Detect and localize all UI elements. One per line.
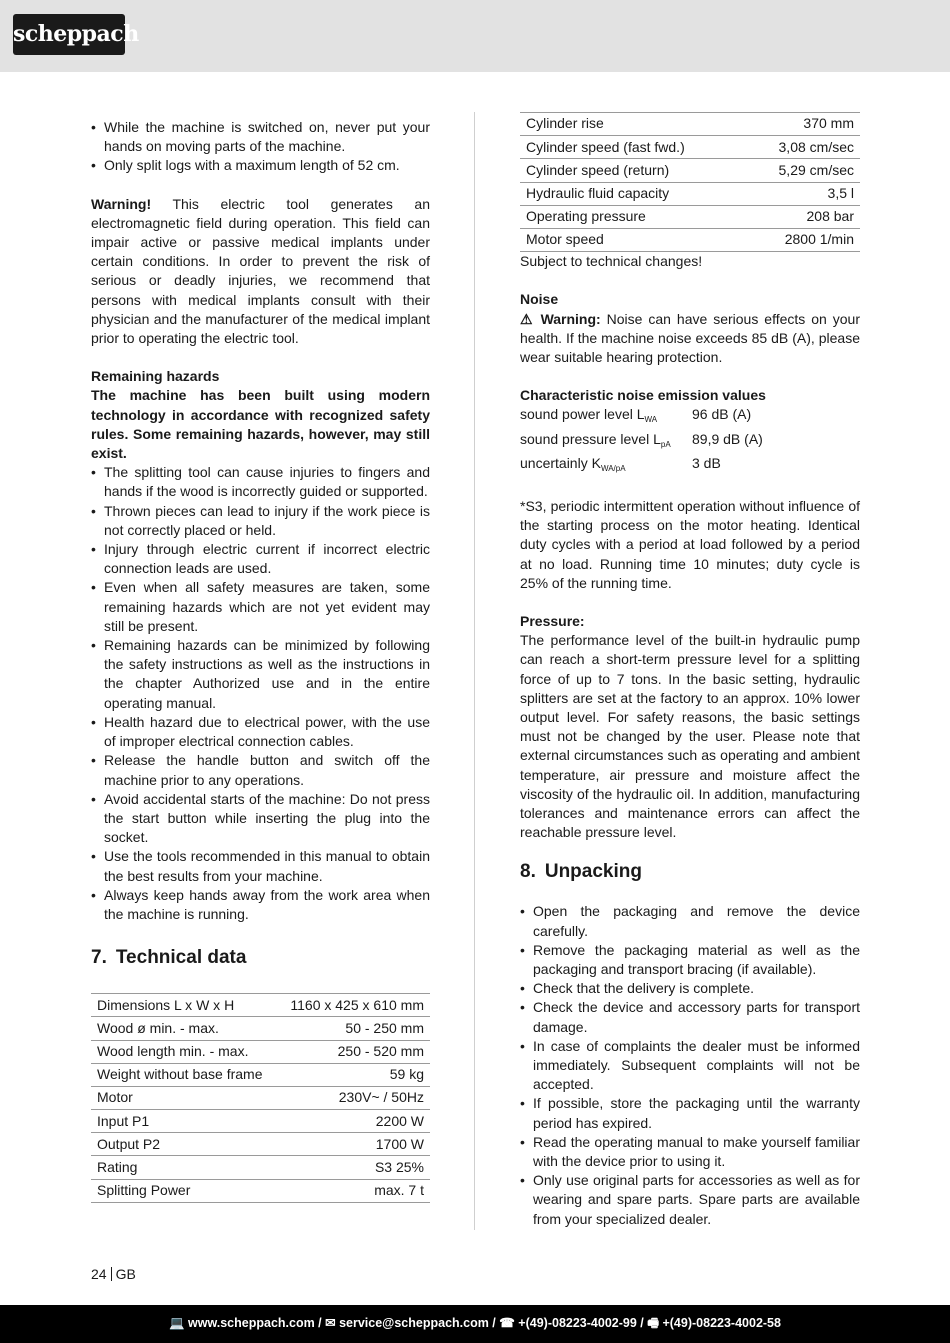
subject-to-changes-note: Subject to technical changes! [520, 253, 703, 270]
list-item: • Only use original parts for accessories as well as for wearing and spare parts. Spare parts are available from your specialized dealer. [520, 1171, 860, 1229]
list-item: • Avoid accidental starts of the machine: Do not press the start button while inserting the plug into the socket. [91, 790, 430, 848]
s3-note: *S3, periodic intermittent operation without influence of the starting process on the motor heating. Identical duty cycles with a period at load followed by a period at no load. Running time 10 minutes; duty cycle is 25% of the running time. [520, 497, 860, 591]
table-row: Weight without base frame 59 kg [91, 1063, 430, 1086]
pressure-title: Pressure: [520, 612, 585, 629]
table-row: Dimensions L x W x H 1160 x 425 x 610 mm [91, 994, 430, 1017]
list-item: • Remaining hazards can be minimized by following the safety instructions as well as the instructions in the chapter Authorized use and in the entire operating manual. [91, 636, 430, 713]
list-item: • Read the operating manual to make yourself familiar with the device prior to using it. [520, 1133, 860, 1171]
list-item: • In case of complaints the dealer must be informed immediately. Subsequent complaints will not be accepted. [520, 1037, 860, 1095]
table-row: Wood length min. - max. 250 - 520 mm [91, 1040, 430, 1063]
noise-title: Noise [520, 291, 559, 308]
list-item: • Only split logs with a maximum length of 52 cm. [91, 156, 430, 175]
left-column [91, 118, 430, 1203]
list-item: • If possible, store the packaging until the warranty period has expired. [520, 1094, 860, 1132]
table-row: Motor speed 2800 1/min [520, 228, 860, 251]
remaining-hazards-list [91, 463, 430, 924]
table-row: Splitting Power max. 7 t [91, 1179, 430, 1202]
header-bar [0, 0, 950, 72]
remaining-hazards-title: Remaining hazards [91, 368, 220, 385]
emf-warning-paragraph [91, 195, 430, 349]
scheppach-logo: scheppach [13, 14, 125, 55]
list-item: • Open the packaging and remove the device carefully. [520, 902, 860, 940]
footer-contact-text: 💻 www.scheppach.com / ✉ service@scheppach.com / ☎ +(49)-08223-4002-99 / 🖷 +(49)-08223-4002-58 [169, 1316, 781, 1330]
warning-text: Noise can have serious effects on your health. If the machine noise exceeds 85 dB (A), please wear suitable hearing protection. [520, 310, 860, 365]
column-divider [474, 112, 475, 1230]
remaining-hazards-intro: The machine has been built using modern technology in accordance with recognized safety rules. Some remaining hazards, however, may still exist. [91, 387, 430, 462]
right-column [520, 112, 860, 1229]
technical-data-table [91, 993, 430, 1203]
pressure-text: The performance level of the built-in hydraulic pump can reach a short-term pressure level for a splitting force of up to 7 tons. In the basic setting, hydraulic splitters are set at the factory to an approx. 10% lower output level. For safety reasons, the basic settings must not be changed by the user. Please note that external circumstances such as operating and ambient temperature, air pressure and moisture affect the viscosity of the hydraulic oil. In addition, manufacturing tolerances and maintenance errors can affect the reachable pressure level. [520, 632, 860, 841]
noise-emission-row: sound pressure level $L_{pA}$ 89,9 dB (A) [520, 430, 763, 449]
warning-label: Warning! [91, 195, 152, 212]
table-row: Wood ø min. - max. 50 - 250 mm [91, 1017, 430, 1040]
list-item: • Check the device and accessory parts for transport damage. [520, 998, 860, 1036]
noise-emission-row: uncertainly $K_{WA/pA}$ 3 dB [520, 454, 721, 473]
list-item: • Even when all safety measures are taken, some remaining hazards which are not yet evident may still be present. [91, 578, 430, 636]
list-item: • Thrown pieces can lead to injury if the work piece is not correctly placed or held. [91, 502, 430, 540]
warning-label: Warning: [540, 310, 601, 327]
table-row: Cylinder speed (fast fwd.) 3,08 cm/sec [520, 136, 860, 159]
noise-warning [520, 310, 860, 368]
list-item: • Injury through electric current if incorrect electric connection leads are used. [91, 540, 430, 578]
footer-bar [0, 1305, 950, 1343]
unpacking-heading: 8. Unpacking [520, 861, 642, 883]
warning-triangle-icon: ⚠ [520, 310, 535, 327]
table-row: Operating pressure 208 bar [520, 205, 860, 228]
table-row: Cylinder speed (return) 5,29 cm/sec [520, 159, 860, 182]
table-row: Cylinder rise 370 mm [520, 113, 860, 136]
noise-emission-title: Characteristic noise emission values [520, 387, 766, 404]
safety-bullets-top [91, 118, 430, 176]
list-item: • Release the handle button and switch off the machine prior to any operations. [91, 751, 430, 789]
table-row: Rating S3 25% [91, 1156, 430, 1179]
list-item: • Remove the packaging material as well as the packaging and transport bracing (if available). [520, 941, 860, 979]
list-item: • The splitting tool can cause injuries to fingers and hands if the wood is incorrectly guided or supported. [91, 463, 430, 501]
warning-text: This electric tool generates an electromagnetic field during operation. This field can impair active or passive medical implants under certain conditions. In order to prevent the risk of serious or deadly injuries, we recommend that persons with medical implants consult with their physician and the manufacturer of the medical implant prior to operating the electric tool. [91, 195, 430, 347]
table-row: Motor 230V~ / 50Hz [91, 1086, 430, 1109]
noise-emission-row: sound power level $L_{WA}$ 96 dB (A) [520, 406, 752, 425]
page-number: 24 GB [91, 1266, 136, 1282]
technical-data-table-continued [520, 112, 860, 252]
list-item: • Health hazard due to electrical power, with the use of improper electrical connection cables. [91, 713, 430, 751]
unpacking-list [520, 902, 860, 1228]
list-item: • Use the tools recommended in this manual to obtain the best results from your machine. [91, 847, 430, 885]
technical-data-heading: 7. Technical data [91, 947, 247, 969]
list-item: • Check that the delivery is complete. [520, 979, 860, 998]
table-row: Input P1 2200 W [91, 1110, 430, 1133]
table-row: Output P2 1700 W [91, 1133, 430, 1156]
table-row: Hydraulic fluid capacity 3,5 l [520, 182, 860, 205]
list-item: • While the machine is switched on, never put your hands on moving parts of the machine. [91, 118, 430, 156]
list-item: • Always keep hands away from the work area when the machine is running. [91, 886, 430, 924]
